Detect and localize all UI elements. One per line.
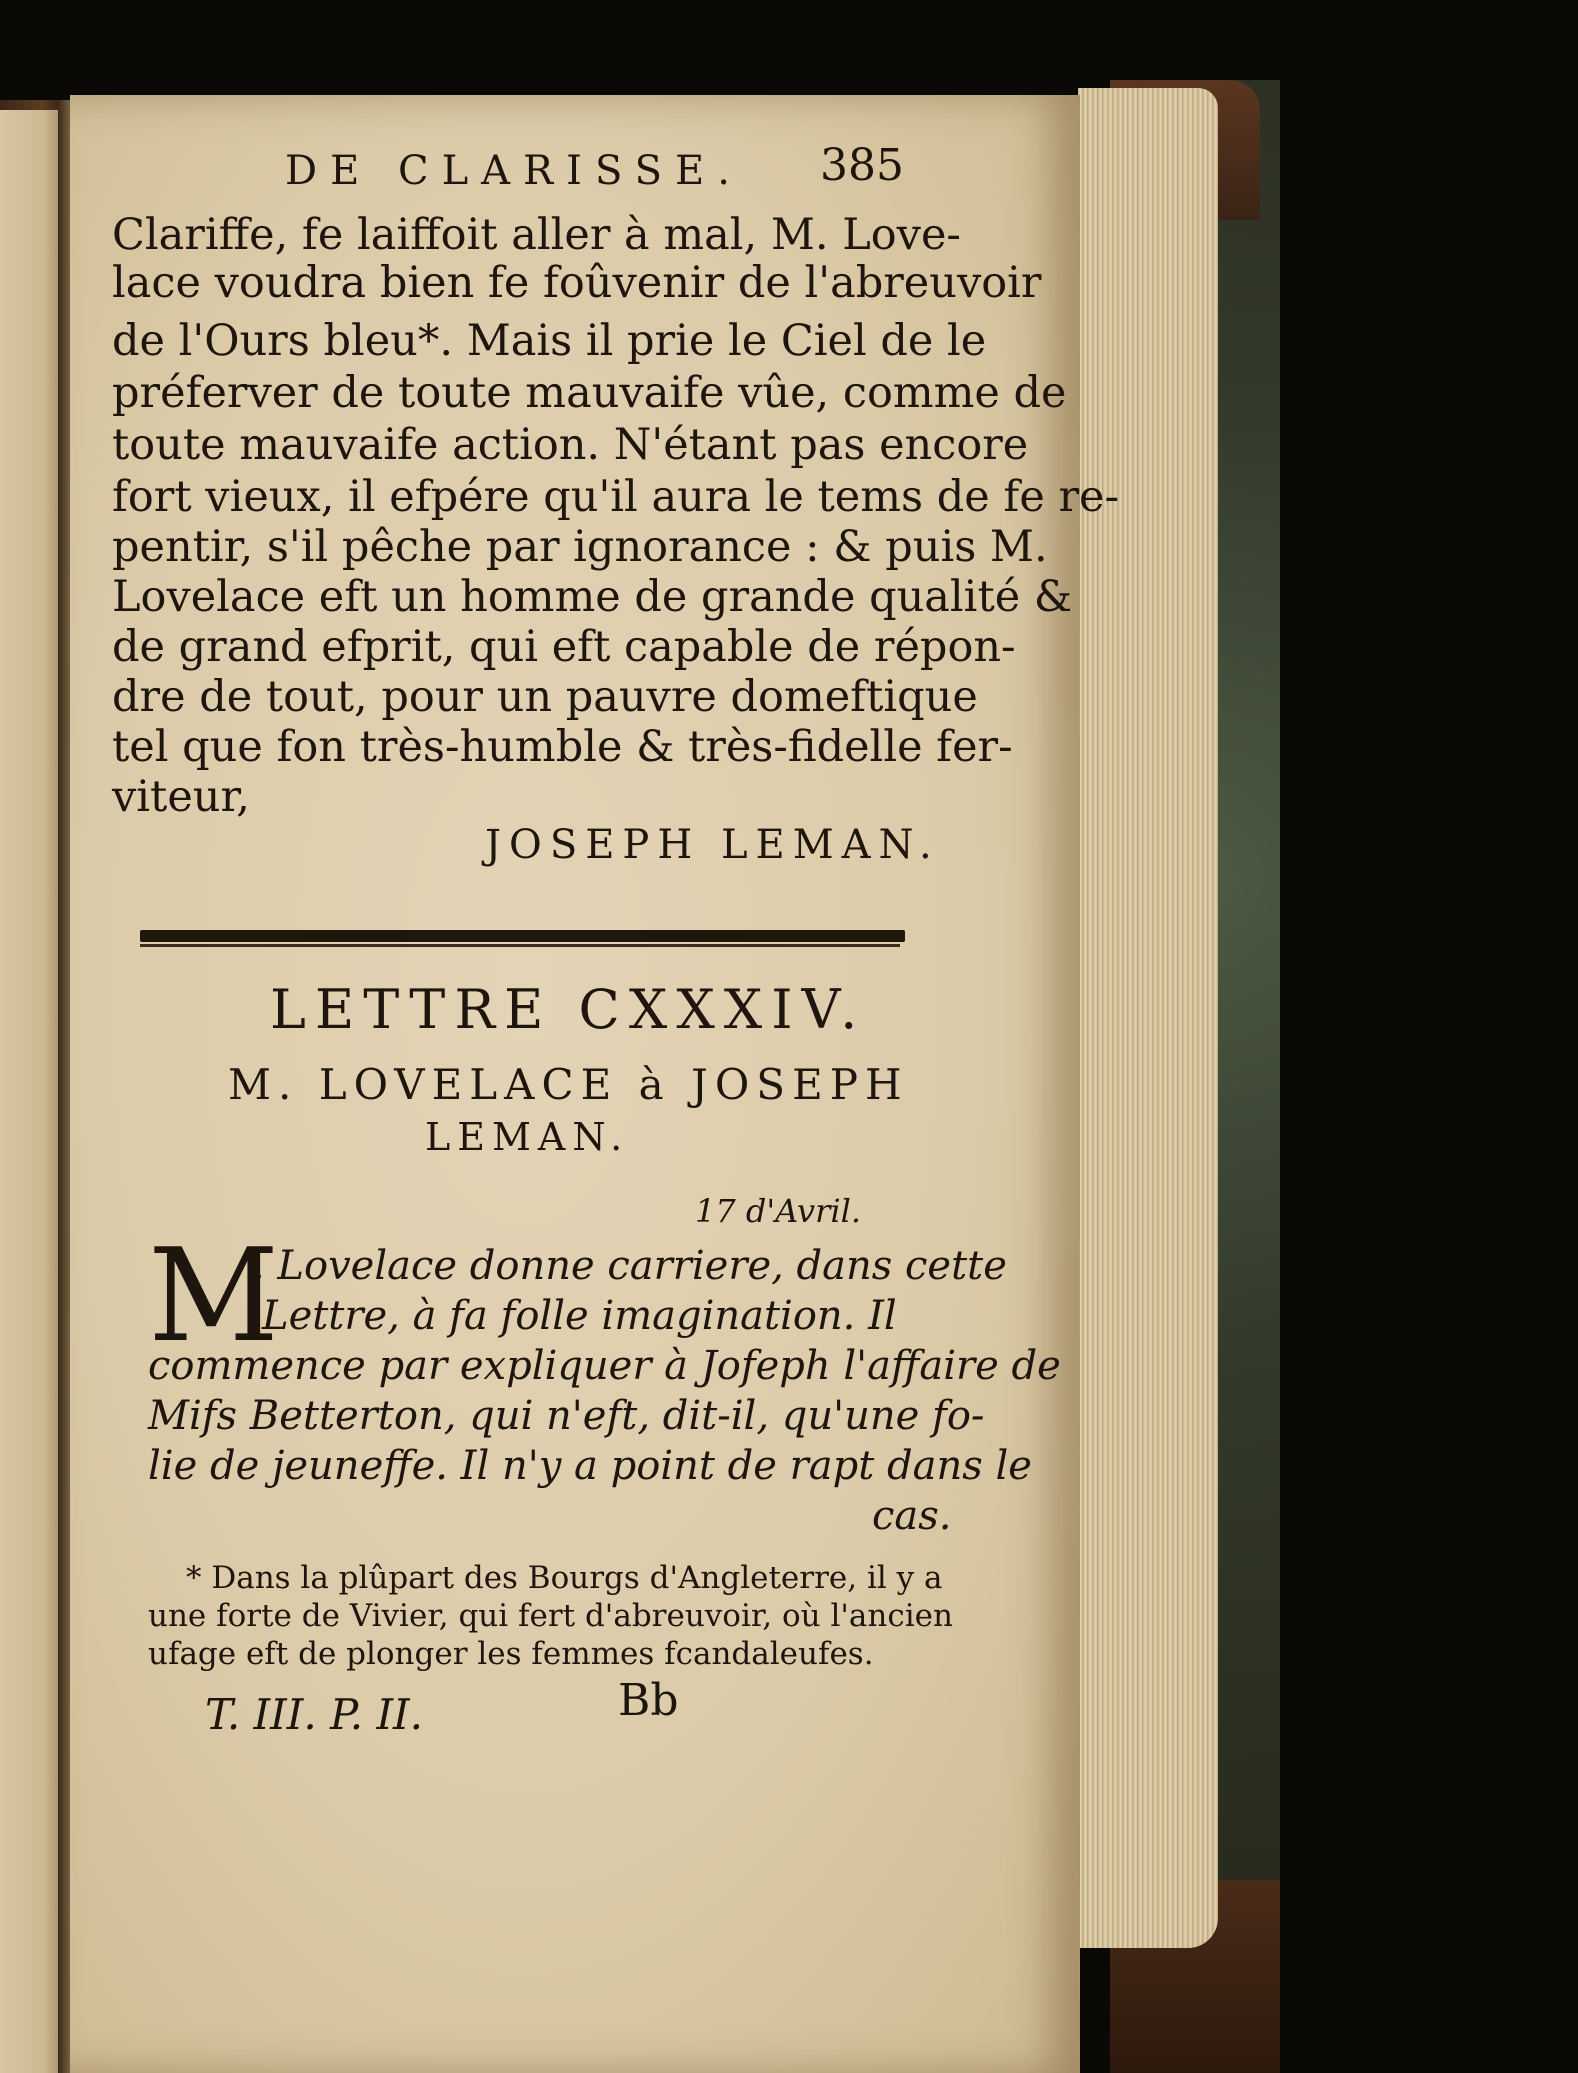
summary-line: commence par expliquer à Jofeph l'affaire de <box>148 1343 1061 1389</box>
body-line: dre de tout, pour un pauvre domeftique <box>112 672 978 722</box>
body-line: préferver de toute mauvaife vûe, comme de <box>112 368 1067 418</box>
body-line: Lovelace eft un homme de grande qualité & <box>112 572 1073 622</box>
footnote-line: * Dans la plûpart des Bourgs d'Angleterre, il y a <box>186 1560 943 1596</box>
body-line: tel que fon très-humble & très-fidelle fer- <box>112 722 1013 772</box>
letter-signature: JOSEPH LEMAN. <box>485 822 940 868</box>
section-divider <box>140 930 905 942</box>
body-line: de l'Ours bleu*. Mais il prie le Ciel de le <box>112 316 987 366</box>
letter-address-line1: M. LOVELACE à JOSEPH <box>228 1060 909 1109</box>
section-divider-underline <box>140 944 900 947</box>
left-page-edge <box>0 110 62 2073</box>
body-line: toute mauvaife action. N'étant pas encore <box>112 420 1029 470</box>
page-number: 385 <box>820 140 904 191</box>
summary-line: Mifs Betterton, qui n'eft, dit-il, qu'une fo- <box>148 1393 985 1439</box>
signature-mark: Bb <box>618 1675 679 1726</box>
letter-title: LETTRE CXXXIV. <box>270 978 867 1041</box>
volume-mark: T. III. P. II. <box>205 1690 423 1739</box>
body-line: Clariffe, fe laiffoit aller à mal, M. Love- <box>112 210 961 260</box>
body-line: lace voudra bien fe foûvenir de l'abreuvoir <box>112 258 1042 308</box>
summary-line: cas. <box>872 1493 952 1539</box>
footnote-line: une forte de Vivier, qui fert d'abreuvoir, où l'ancien <box>148 1598 953 1634</box>
body-line: viteur, <box>112 772 250 822</box>
letter-date: 17 d'Avril. <box>695 1192 861 1230</box>
letter-address-line2: LEMAN. <box>425 1115 630 1159</box>
summary-line: lie de jeuneffe. Il n'y a point de rapt dans le <box>148 1443 1032 1489</box>
footnote-line: ufage eft de plonger les femmes fcandaleufes. <box>148 1636 874 1672</box>
running-title: DE CLARISSE. <box>285 148 743 194</box>
summary-line: . Lovelace donne carriere, dans cette <box>252 1243 1007 1289</box>
body-line: de grand efprit, qui eft capable de répon- <box>112 622 1016 672</box>
summary-line: Lettre, à fa folle imagination. Il <box>262 1293 897 1339</box>
page-edges <box>1078 88 1218 1948</box>
drop-cap: M <box>148 1222 280 1371</box>
body-line: fort vieux, il efpére qu'il aura le tems de fe re- <box>112 472 1119 522</box>
body-line: pentir, s'il pêche par ignorance : & puis M. <box>112 522 1048 572</box>
